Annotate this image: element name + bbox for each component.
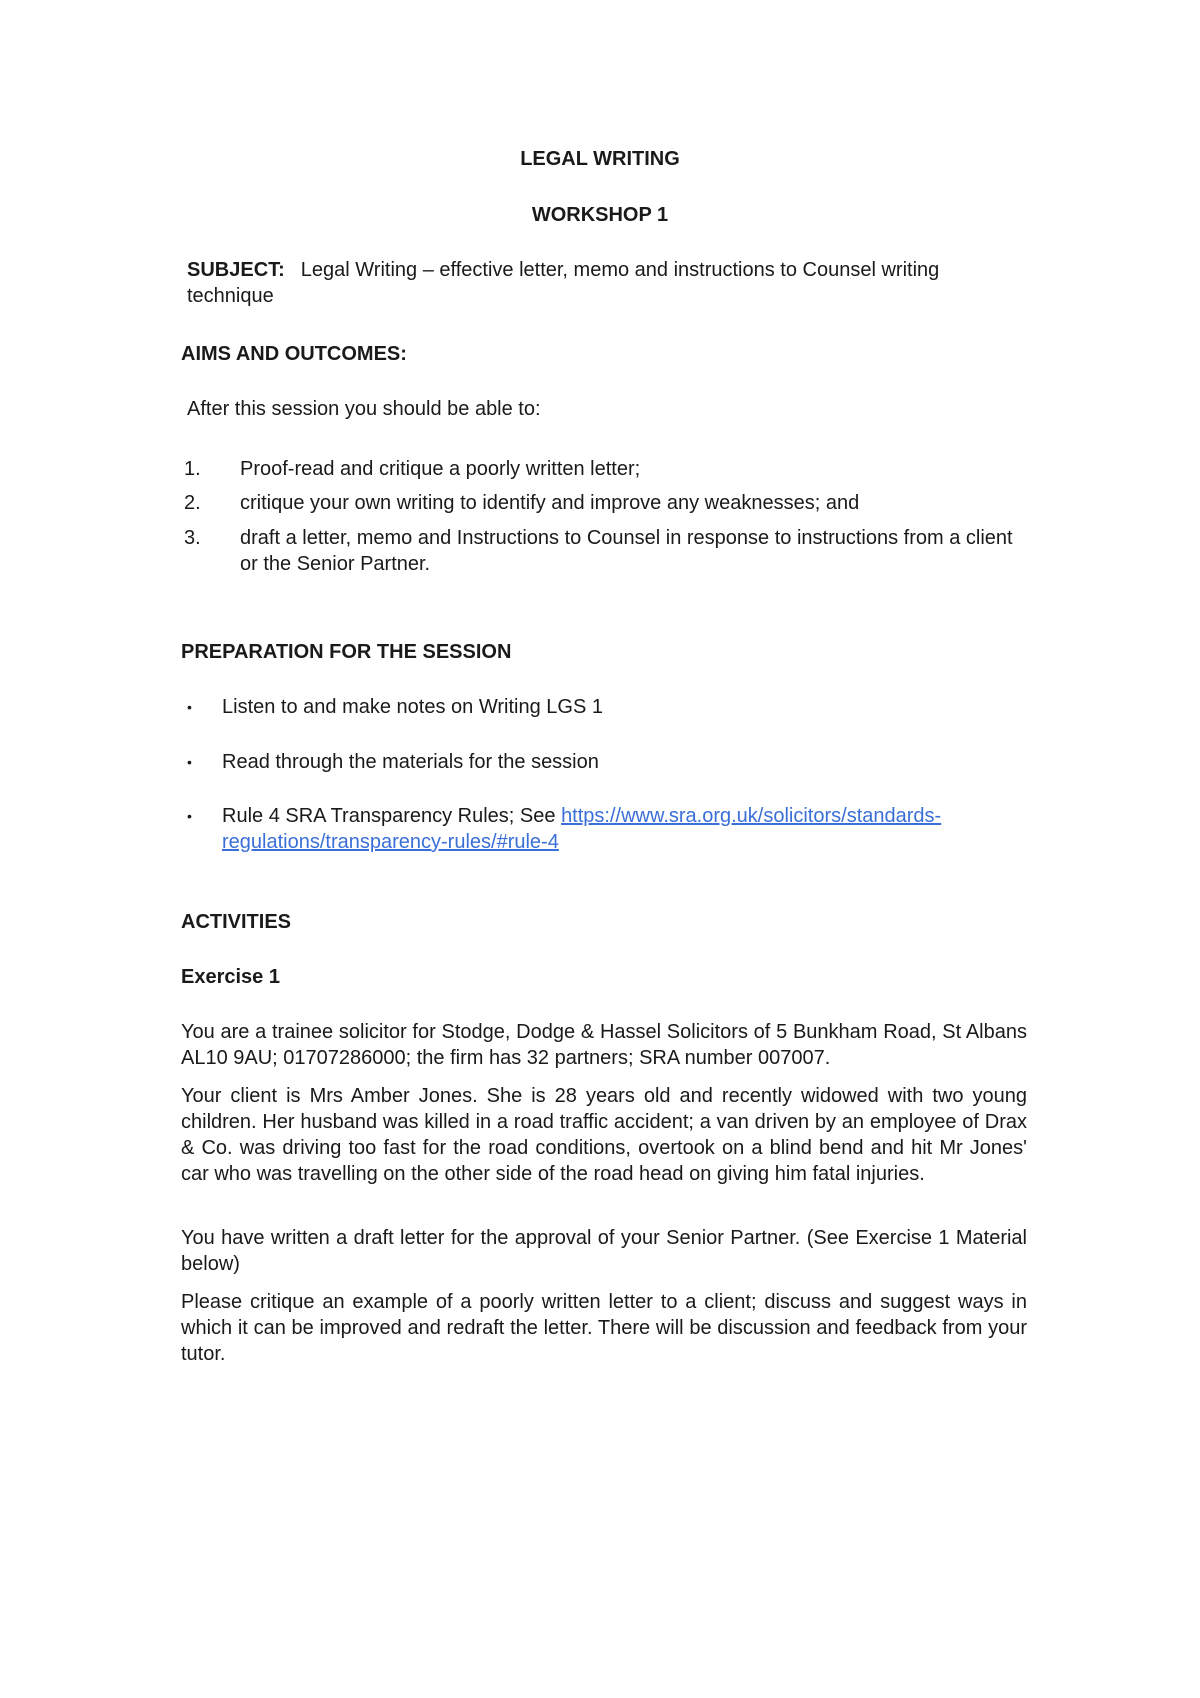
- list-text: Read through the materials for the session: [222, 751, 599, 773]
- activity-paragraph: You are a trainee solicitor for Stodge, Dodge & Hassel Solicitors of 5 Bunkham Road, St Albans AL10 9AU; 01707286000; the firm has 32 partners; SRA number 007007.: [181, 1021, 1027, 1069]
- list-text: critique your own writing to identify and improve any weaknesses; and: [240, 492, 860, 514]
- bullet-icon: •: [187, 699, 192, 715]
- subject-line: [187, 257, 1027, 309]
- sra-rules-link[interactable]: https://www.sra.org.uk/solicitors/standards-regulations/transparency-rules/#rule-4: [222, 805, 942, 853]
- list-number: 1.: [184, 458, 201, 480]
- aims-list-item: [181, 490, 1027, 516]
- aims-heading: AIMS AND OUTCOMES:: [181, 343, 407, 365]
- aims-intro: After this session you should be able to:: [187, 398, 541, 420]
- list-text: Listen to and make notes on Writing LGS 1: [222, 696, 603, 718]
- activities-heading: ACTIVITIES: [181, 911, 292, 933]
- list-text-prefix: Rule 4 SRA Transparency Rules; See: [222, 805, 562, 827]
- bullet-icon: •: [187, 808, 192, 824]
- list-text: Proof-read and critique a poorly written letter;: [240, 458, 641, 480]
- activity-paragraph: Please critique an example of a poorly written letter to a client; discuss and suggest ways in which it can be improved and redraft the letter. There will be discussion and feedback from your tutor.: [181, 1291, 1027, 1365]
- list-number: 3.: [184, 527, 201, 549]
- activity-paragraph: Your client is Mrs Amber Jones. She is 28 years old and recently widowed with two young children. Her husband was killed in a road traffic accident; a van driven by an employee of Drax & Co. was driving too fast for the road conditions, overtook on a blind bend and hit Mr Jones' car who was travelling on the other side of the road head on giving him fatal injuries.: [181, 1085, 1027, 1185]
- bullet-icon: •: [187, 754, 192, 770]
- list-number: 2.: [184, 492, 201, 514]
- subject-label: SUBJECT:: [187, 259, 285, 281]
- preparation-list-item: [181, 694, 1027, 720]
- document-title: LEGAL WRITING: [520, 148, 680, 170]
- preparation-heading: PREPARATION FOR THE SESSION: [181, 641, 512, 663]
- preparation-list-item: [181, 749, 1027, 775]
- aims-list-item: [181, 456, 1027, 482]
- list-text: [222, 803, 1027, 855]
- subject-text: Legal Writing – effective letter, memo and instructions to Counsel writing technique: [187, 259, 940, 307]
- aims-list-item: [181, 525, 1027, 577]
- exercise-heading: Exercise 1: [181, 966, 280, 988]
- document-subtitle: WORKSHOP 1: [531, 204, 669, 226]
- list-text: draft a letter, memo and Instructions to Counsel in response to instructions from a client or the Senior Partner.: [240, 527, 1013, 575]
- preparation-list-item: [181, 803, 1027, 855]
- activity-paragraph: You have written a draft letter for the approval of your Senior Partner. (See Exercise 1 Material below): [181, 1227, 1027, 1275]
